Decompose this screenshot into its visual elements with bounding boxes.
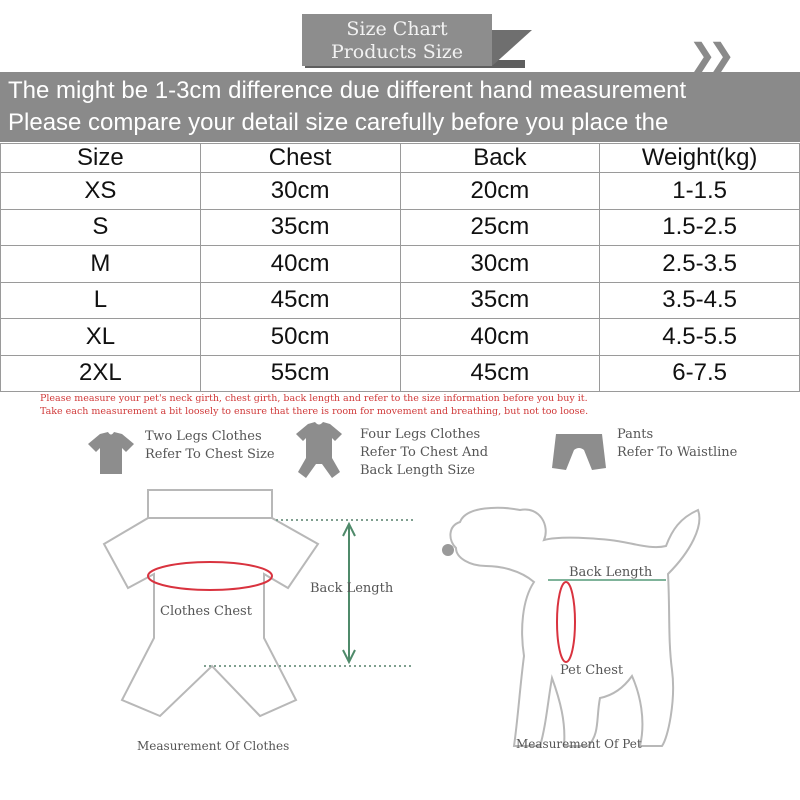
clothes-chest-label: Clothes Chest: [160, 604, 252, 619]
cell-weight: 1.5-2.5: [600, 209, 800, 246]
two-legs-title: Two Legs Clothes: [145, 429, 262, 444]
pants-label: [617, 426, 737, 462]
cell-chest: 30cm: [200, 173, 400, 210]
pet-chest-line: [557, 582, 575, 662]
two-legs-label: [145, 428, 275, 464]
pants-desc: Refer To Waistline: [617, 445, 738, 460]
four-legs-desc-1: Refer To Chest And: [360, 445, 489, 460]
cell-size: XL: [1, 319, 201, 356]
measurement-notice: [0, 72, 800, 142]
table-row: [1, 173, 800, 210]
cell-back: 35cm: [400, 282, 600, 319]
four-legs-title: Four Legs Clothes: [360, 427, 481, 442]
header-size: Size: [1, 144, 201, 173]
four-legs-desc-2: Back Length Size: [360, 463, 475, 478]
clothes-back-length-label: Back Length: [310, 581, 394, 596]
banner-title: Size Chart: [346, 18, 448, 40]
cell-size: M: [1, 246, 201, 283]
table-row: [1, 355, 800, 392]
pet-nose-icon: [442, 544, 454, 556]
cell-weight: 1-1.5: [600, 173, 800, 210]
cell-chest: 45cm: [200, 282, 400, 319]
header-chest: Chest: [200, 144, 400, 173]
cell-size: XS: [1, 173, 201, 210]
notice-line-1: The might be 1-3cm difference due different hand measurement: [8, 77, 687, 104]
instruction-line-2: Take each measurement a bit loosely to ensure that there is room for movement and breathing, but not too loose.: [40, 406, 589, 417]
clothes-caption: Measurement Of Clothes: [137, 739, 290, 753]
cell-back: 25cm: [400, 209, 600, 246]
cell-chest: 40cm: [200, 246, 400, 283]
banner-fold: [492, 30, 532, 66]
cell-weight: 2.5-3.5: [600, 246, 800, 283]
banner-subtitle: Products Size: [330, 41, 464, 63]
cell-chest: 50cm: [200, 319, 400, 356]
cell-back: 30cm: [400, 246, 600, 283]
pants-icon: [550, 432, 608, 474]
cell-weight: 3.5-4.5: [600, 282, 800, 319]
cell-weight: 4.5-5.5: [600, 319, 800, 356]
cell-back: 45cm: [400, 355, 600, 392]
measure-instructions: [40, 392, 800, 418]
cell-size: S: [1, 209, 201, 246]
double-chevron-right-icon: ❯❯: [690, 39, 729, 72]
two-legs-desc: Refer To Chest Size: [145, 447, 275, 462]
cell-size: L: [1, 282, 201, 319]
cell-back: 40cm: [400, 319, 600, 356]
header-back: Back: [400, 144, 600, 173]
cell-size: 2XL: [1, 355, 201, 392]
pet-back-length-label: Back Length: [569, 565, 653, 580]
pet-chest-label: Pet Chest: [560, 663, 624, 678]
pet-caption: Measurement Of Pet: [516, 737, 642, 751]
table-row: [1, 282, 800, 319]
cell-weight: 6-7.5: [600, 355, 800, 392]
header-weight: Weight(kg): [600, 144, 800, 173]
table-row: [1, 319, 800, 356]
instruction-line-1: Please measure your pet's neck girth, chest girth, back length and refer to the size information before you buy it.: [40, 393, 588, 404]
size-chart-banner: [302, 14, 492, 66]
table-row: [1, 246, 800, 283]
table-header-row: [1, 144, 800, 173]
clothes-chest-line: [148, 562, 272, 590]
cell-back: 20cm: [400, 173, 600, 210]
cell-chest: 55cm: [200, 355, 400, 392]
cell-chest: 35cm: [200, 209, 400, 246]
notice-line-2: Please compare your detail size carefully before you place the: [8, 109, 669, 136]
size-table: [0, 143, 800, 392]
measurement-diagrams: [0, 470, 800, 760]
table-row: [1, 209, 800, 246]
pants-title: Pants: [617, 427, 654, 442]
